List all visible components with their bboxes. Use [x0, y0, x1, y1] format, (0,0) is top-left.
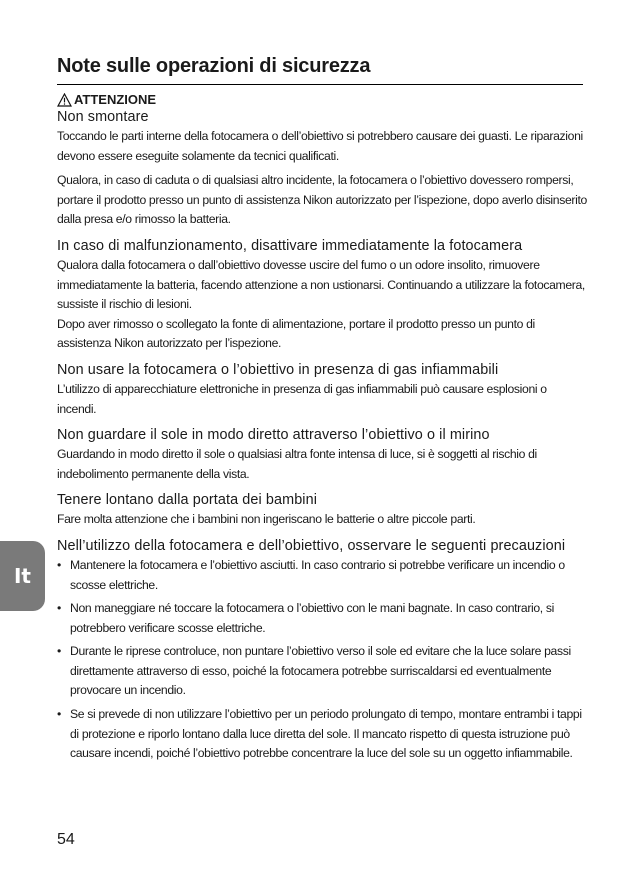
section-paragraph: Dopo aver rimosso o scollegato la fonte di alimentazione, portare il prodotto presso un punto di assistenza Nikon autorizzato per l’ispezione. [57, 316, 535, 351]
language-tab [0, 541, 45, 611]
bullet-icon: • [57, 557, 61, 572]
bullet-icon: • [57, 707, 61, 722]
warning-triangle-icon [57, 93, 72, 107]
warning-label [57, 90, 156, 110]
list-item [57, 556, 587, 595]
bullet-icon: • [57, 644, 61, 659]
list-item [57, 599, 587, 638]
list-item-text: Non maneggiare né toccare la fotocamera o l’obiettivo con le mani bagnate. In caso contrario, si potrebbero verificare scosse elettriche. [70, 601, 554, 635]
title-divider [57, 84, 583, 85]
section-paragraph: Fare molta attenzione che i bambini non ingeriscano le batterie o altre piccole parti. [57, 512, 476, 527]
section-paragraph: Guardando in modo diretto il sole o qualsiasi altra fonte intensa di luce, si è soggetti al rischio di indebolimento permanente della vista. [57, 447, 537, 481]
section-paragraph: Toccando le parti interne della fotocamera o dell’obiettivo si potrebbero causare dei guasti. Le riparazioni devono essere eseguite solamente da tecnici qualificati. [57, 129, 583, 163]
section-title-non-smontare: Non smontare [57, 109, 149, 125]
list-item-text: Durante le riprese controluce, non puntare l’obiettivo verso il sole ed evitare che la luce solare passi direttamente attraverso di esso, poiché la fotocamera potrebbe surriscaldarsi ed eventualmente provocare un incendio. [70, 644, 571, 698]
page-title: Note sulle operazioni di sicurezza [57, 55, 371, 77]
section-paragraph: Qualora, in caso di caduta o di qualsiasi altro incidente, la fotocamera o l’obiettivo dovessero rompersi, portare il prodotto presso un punto di assistenza Nikon autorizzato per l’ispezione, dopo averlo disinserito dalla presa e/o rimosso la batteria. [57, 173, 587, 227]
safety-content [57, 110, 587, 764]
list-item-text: Se si prevede di non utilizzare l’obiettivo per un periodo prolungato di tempo, montare entrambi i tappi di protezione e riporlo lontano dalla luce diretta del sole. Il mancato rispetto di questa istruzione può causare incendi, poiché l’obiettivo potrebbe concentrare la luce del sole su un oggetto infiammabile. [70, 707, 582, 761]
warning-label-text: ATTENZIONE [74, 92, 157, 107]
section-title-precauzioni: Nell’utilizzo della fotocamera e dell’obiettivo, osservare le seguenti precauzioni [57, 537, 566, 554]
section-paragraph: Qualora dalla fotocamera o dall’obiettivo dovesse uscire del fumo o un odore insolito, rimuovere immediatamente la batteria, facendo attenzione a non ustionarsi. Continuando a utilizzare la fotocamera, sussiste il rischio di lesioni. [57, 257, 585, 312]
section-title-gas-infiammabili: Non usare la fotocamera o l’obiettivo in presenza di gas infiammabili [57, 361, 499, 378]
page-number: 54 [57, 831, 75, 848]
list-item [57, 705, 587, 764]
precautions-list [57, 556, 587, 764]
section-title-bambini: Tenere lontano dalla portata dei bambini [57, 492, 318, 509]
list-item-text: Mantenere la fotocamera e l’obiettivo asciutti. In caso contrario si potrebbe verificare un incendio o scosse elettriche. [70, 557, 565, 592]
language-tab-label: It [13, 564, 31, 588]
section-title-sole: Non guardare il sole in modo diretto attraverso l’obiettivo o il mirino [57, 427, 490, 444]
section-paragraph: L’utilizzo di apparecchiature elettroniche in presenza di gas infiammabili può causare esplosioni o incendi. [57, 381, 547, 416]
list-item [57, 642, 587, 701]
bullet-icon: • [57, 601, 61, 616]
section-title-malfunzionamento: In caso di malfunzionamento, disattivare immediatamente la fotocamera [57, 237, 523, 254]
